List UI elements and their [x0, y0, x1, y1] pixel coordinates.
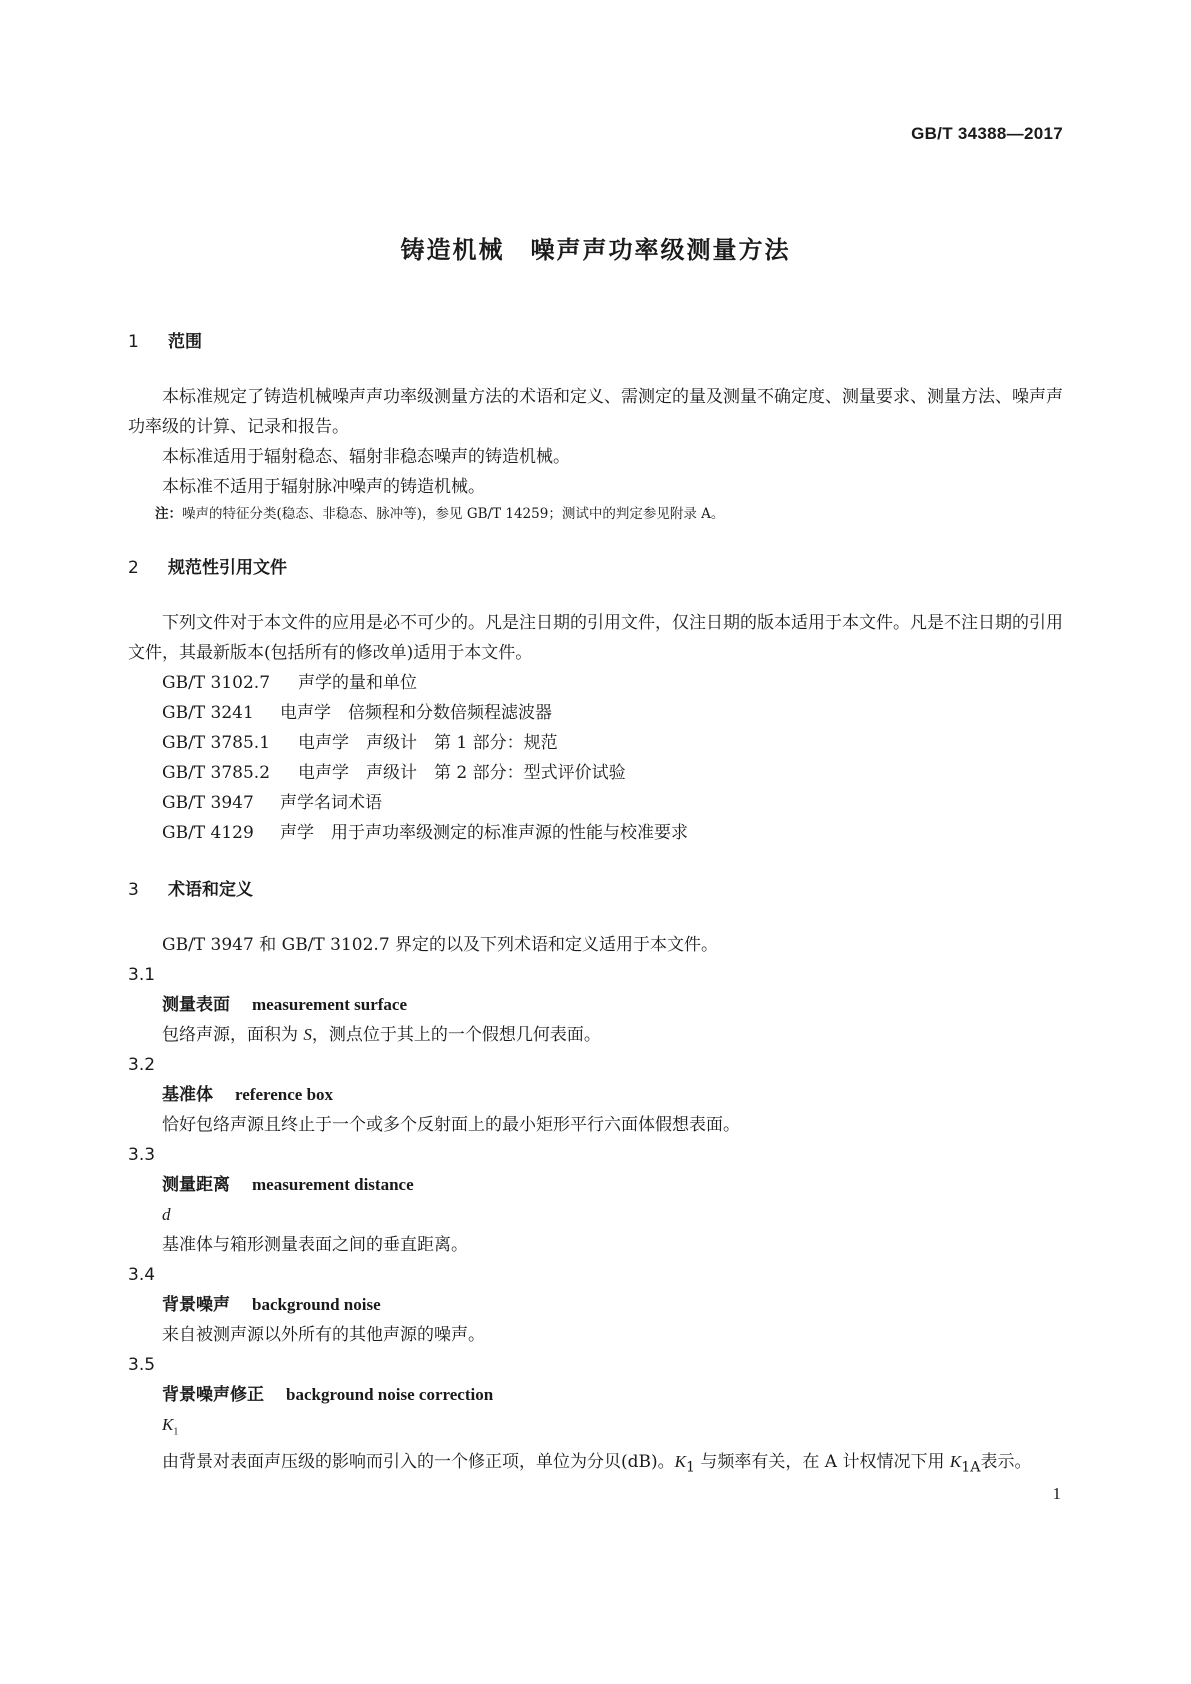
reference-title: 电声学 声级计 第 1 部分：规范	[298, 733, 558, 753]
term-definition: 基准体与箱形测量表面之间的垂直距离。	[162, 1235, 468, 1255]
section-number: 2	[128, 558, 139, 578]
term-english: background noise	[252, 1295, 381, 1314]
term-number: 3.1	[128, 965, 156, 985]
term-english: reference box	[235, 1085, 334, 1104]
term-name	[128, 1380, 1063, 1410]
reference-item	[128, 818, 1063, 848]
scope-paragraph: 本标准不适用于辐射脉冲噪声的铸造机械。	[162, 477, 485, 497]
definition-text: 由背景对表面声压级的影响而引入的一个修正项，单位为分贝(dB)。	[162, 1452, 675, 1473]
term-chinese: 测量表面	[162, 995, 230, 1015]
reference-item	[128, 788, 1063, 818]
section-1-heading	[128, 330, 1063, 354]
reference-code: GB/T 4129	[162, 823, 254, 843]
document-title: 铸造机械 噪声声功率级测量方法	[400, 236, 791, 264]
reference-code: GB/T 3241	[162, 703, 254, 723]
definition-text: 包络声源，面积为	[162, 1025, 304, 1045]
scope-paragraph: 本标准适用于辐射稳态、辐射非稳态噪声的铸造机械。	[162, 447, 570, 467]
section-number: 1	[128, 332, 139, 352]
definition-symbol: K	[674, 1452, 686, 1472]
term-chinese: 背景噪声修正	[162, 1385, 264, 1405]
definition-symbol: K	[949, 1452, 962, 1472]
term-chinese: 基准体	[162, 1085, 213, 1105]
term-definition	[128, 1447, 1063, 1482]
scope-note	[128, 502, 1063, 526]
term-english: measurement surface	[252, 995, 408, 1014]
reference-code: GB/T 3785.1	[162, 733, 271, 753]
reference-item	[128, 698, 1063, 728]
reference-item	[128, 728, 1063, 758]
term-definition: 恰好包络声源且终止于一个或多个反射面上的最小矩形平行六面体假想表面。	[162, 1115, 740, 1135]
page-number: 1	[1052, 1484, 1061, 1503]
section-2-heading	[128, 556, 1063, 580]
definition-text: 表示。	[980, 1452, 1032, 1473]
term-chinese: 背景噪声	[162, 1295, 230, 1315]
symbol-subscript: 1	[173, 1426, 179, 1438]
definition-symbol: S	[303, 1025, 312, 1044]
section-title: 规范性引用文件	[168, 558, 287, 578]
term-name	[128, 1170, 1063, 1200]
reference-title: 电声学 倍频程和分数倍频程滤波器	[280, 703, 552, 723]
term-number: 3.2	[128, 1055, 156, 1075]
symbol-letter: K	[162, 1415, 174, 1434]
term-english: background noise correction	[286, 1385, 494, 1404]
scope-paragraph: 本标准规定了铸造机械噪声声功率级测量方法的术语和定义、需测定的量及测量不确定度、测量要求、测量方法、噪声声功率级的计算、记录和报告。	[128, 387, 1063, 437]
note-label: 注：	[155, 506, 182, 522]
term-number: 3.3	[128, 1145, 156, 1165]
reference-title: 声学名词术语	[280, 793, 382, 813]
term-definition: 来自被测声源以外所有的其他声源的噪声。	[162, 1325, 485, 1345]
term-number: 3.5	[128, 1355, 156, 1375]
term-name	[128, 1080, 1063, 1110]
reference-item	[128, 758, 1063, 788]
terms-intro: GB/T 3947 和 GB/T 3102.7 界定的以及下列术语和定义适用于本文件。	[162, 935, 719, 955]
note-text: 噪声的特征分类(稳态、非稳态、脉冲等)，参见 GB/T 14259；测试中的判定参见附录 A。	[182, 506, 725, 522]
reference-code: GB/T 3102.7	[162, 673, 271, 693]
reference-title: 声学的量和单位	[298, 673, 417, 693]
definition-text: ，测点位于其上的一个假想几何表面。	[311, 1025, 601, 1045]
reference-title: 声学 用于声功率级测定的标准声源的性能与校准要求	[280, 823, 688, 843]
standard-code: GB/T 34388—2017	[911, 124, 1063, 143]
term-chinese: 测量距离	[162, 1175, 230, 1195]
definition-text: 与频率有关，在 A 计权情况下用	[695, 1452, 950, 1473]
definition-symbol-subscript: 1A	[961, 1459, 981, 1476]
reference-item	[128, 668, 1063, 698]
document-body	[128, 330, 1063, 1483]
section-number: 3	[128, 880, 139, 900]
reference-title: 电声学 声级计 第 2 部分：型式评价试验	[298, 763, 626, 783]
term-name	[128, 1290, 1063, 1320]
section-title: 范围	[168, 332, 202, 352]
section-3-heading	[128, 878, 1063, 902]
term-english: measurement distance	[252, 1175, 414, 1194]
term-symbol: d	[162, 1205, 171, 1224]
reference-code: GB/T 3785.2	[162, 763, 271, 783]
term-number: 3.4	[128, 1265, 156, 1285]
term-definition	[128, 1020, 1063, 1050]
references-intro: 下列文件对于本文件的应用是必不可少的。凡是注日期的引用文件，仅注日期的版本适用于本文件。凡是不注日期的引用文件，其最新版本(包括所有的修改单)适用于本文件。	[128, 613, 1063, 663]
definition-symbol-subscript: 1	[685, 1459, 695, 1476]
reference-code: GB/T 3947	[162, 793, 254, 813]
section-title: 术语和定义	[168, 880, 253, 900]
term-name	[128, 990, 1063, 1020]
term-symbol	[128, 1410, 1063, 1447]
